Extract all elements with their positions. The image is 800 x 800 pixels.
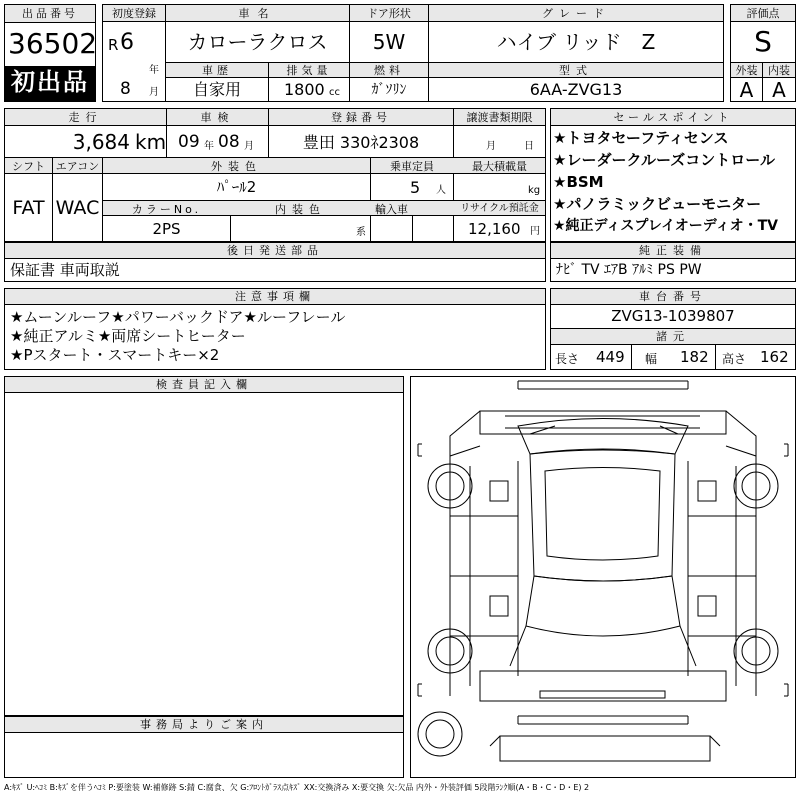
shift-label: シフト bbox=[12, 160, 45, 173]
genuine-value: ﾅﾋﾞ TV ｴｱB ｱﾙﾐ PS PW bbox=[556, 262, 702, 278]
inspection-year: 09 bbox=[178, 132, 200, 152]
height-value: 162 bbox=[760, 348, 789, 366]
import-label: 輸入車 bbox=[375, 203, 408, 216]
capacity-value: 5 bbox=[410, 178, 421, 197]
transfer-day-unit: 日 bbox=[524, 141, 534, 152]
exterior-color-label: 外装色 bbox=[211, 160, 262, 173]
registration-year: 6 bbox=[120, 30, 134, 55]
history-value: 自家用 bbox=[192, 80, 241, 99]
chassis-value: ZVG13-1039807 bbox=[611, 307, 735, 325]
recycle-unit: 円 bbox=[530, 226, 540, 237]
specs-label: 諸元 bbox=[656, 330, 690, 343]
car-name-label: 車名 bbox=[238, 7, 277, 20]
aircon-value: WAC bbox=[55, 197, 100, 219]
later-parts-value: 保証書 車両取説 bbox=[10, 261, 120, 279]
genuine-label: 純正装備 bbox=[639, 244, 707, 257]
width-label: 幅 bbox=[645, 352, 658, 366]
sales-point-item: ★パノラミックビューモニター bbox=[553, 195, 762, 213]
first-listing-label: 初出品 bbox=[11, 68, 89, 96]
ext-grade-value: A bbox=[739, 78, 754, 102]
ext-grade-label: 外装 bbox=[735, 64, 758, 77]
model-label: 型式 bbox=[559, 64, 593, 77]
sales-points-label: セールスポイント bbox=[613, 111, 733, 124]
sales-point-item: ★BSM bbox=[553, 173, 604, 191]
displacement-value: 1800 bbox=[284, 80, 325, 99]
inspection-year-unit: 年 bbox=[204, 141, 214, 152]
registration-label: 初度登録 bbox=[112, 7, 156, 20]
notes-label: 注意事項欄 bbox=[235, 290, 315, 303]
mileage-label: 走行 bbox=[68, 111, 103, 124]
displacement-unit: cc bbox=[329, 87, 340, 98]
score-value: S bbox=[754, 25, 772, 58]
sales-point-item: ★トヨタセーフティセンス bbox=[553, 129, 729, 147]
recycle-value: 12,160 bbox=[468, 220, 521, 238]
grade-value: ハイブ リッド Z bbox=[496, 30, 656, 54]
registration-era: R bbox=[108, 36, 119, 54]
lot-number: 36502 bbox=[8, 27, 98, 60]
displacement-label: 排気量 bbox=[286, 64, 332, 77]
inspector-box bbox=[4, 376, 404, 716]
damage-legend: A:ｷｽﾞ U:ﾍｺﾐ B:ｷｽﾞを伴うﾍｺﾐ P:要塗装 W:補修跡 S:錆 C:腐食、欠 G:ﾌﾛﾝﾄｶﾞﾗｽ点ｷｽﾞ XX:交換済み X:要交換 欠:欠品 内外・外装評価 5段階ﾗﾝｸ順(A・B・C・D・E) 2 bbox=[4, 783, 590, 792]
fuel-value: ｶﾞｿﾘﾝ bbox=[371, 82, 407, 98]
inspector-label: 検査員記入欄 bbox=[156, 378, 252, 391]
note-line: ★Pスタート・スマートキー×2 bbox=[10, 346, 220, 364]
model-value: 6AA-ZVG13 bbox=[529, 80, 623, 99]
sales-point-item: ★純正ディスプレイオーディオ・TV bbox=[553, 218, 779, 234]
width-value: 182 bbox=[680, 348, 709, 366]
plate-label: 登録番号 bbox=[331, 111, 391, 124]
sales-point-item: ★レーダークルーズコントロール bbox=[553, 151, 775, 169]
doors-value: 5W bbox=[372, 30, 406, 54]
mileage-value: 3,684 bbox=[72, 130, 130, 154]
plate-value: 豊田 330ﾈ2308 bbox=[302, 133, 420, 152]
length-value: 449 bbox=[596, 348, 625, 366]
recycle-label: リサイクル預託金 bbox=[460, 203, 539, 214]
doors-label: ドア形状 bbox=[367, 7, 411, 20]
detail-table bbox=[4, 108, 546, 242]
mileage-unit: km bbox=[135, 130, 167, 154]
aircon-label: エアコン bbox=[55, 160, 100, 173]
chassis-label: 車台番号 bbox=[639, 290, 707, 303]
later-parts-label: 後日発送部品 bbox=[227, 244, 323, 257]
grade-label: グレード bbox=[542, 7, 610, 20]
transfer-month-unit: 月 bbox=[486, 141, 496, 152]
shift-value: FAT bbox=[12, 197, 45, 219]
color-no-value: 2PS bbox=[152, 220, 181, 238]
transfer-label: 譲渡書類期限 bbox=[466, 111, 533, 124]
int-grade-label: 内装 bbox=[768, 64, 790, 77]
height-label: 高さ bbox=[722, 352, 747, 366]
length-label: 長さ bbox=[555, 352, 580, 366]
car-diagram bbox=[410, 376, 796, 778]
inspection-label: 車検 bbox=[200, 111, 235, 124]
registration-month: 8 bbox=[120, 79, 131, 99]
inspection-month: 08 bbox=[218, 132, 240, 152]
fuel-label: 燃料 bbox=[374, 64, 404, 77]
inspection-month-unit: 月 bbox=[244, 141, 254, 152]
int-grade-value: A bbox=[772, 78, 786, 102]
capacity-label: 乗車定員 bbox=[390, 160, 434, 173]
score-label: 評価点 bbox=[746, 7, 780, 20]
load-unit: kg bbox=[528, 185, 541, 196]
lot-label: 出品番号 bbox=[22, 7, 78, 20]
interior-color-label: 内装色 bbox=[275, 203, 326, 216]
capacity-unit: 人 bbox=[436, 185, 446, 196]
interior-color-unit: 系 bbox=[356, 227, 366, 238]
color-no-label: カラーNo. bbox=[131, 203, 202, 216]
note-line: ★ムーンルーフ★パワーバックドア★ルーフレール bbox=[10, 308, 346, 326]
registration-year-unit: 年 bbox=[149, 65, 159, 76]
load-label: 最大積載量 bbox=[472, 160, 527, 173]
registration-month-unit: 月 bbox=[149, 87, 159, 98]
note-line: ★純正アルミ★両席シートヒーター bbox=[10, 327, 246, 345]
car-name-value: カローラクロス bbox=[187, 30, 328, 54]
history-label: 車歴 bbox=[202, 64, 232, 77]
exterior-color-value: ﾊﾟｰﾙ2 bbox=[216, 178, 257, 196]
office-label: 事務局よりご案内 bbox=[140, 718, 268, 731]
